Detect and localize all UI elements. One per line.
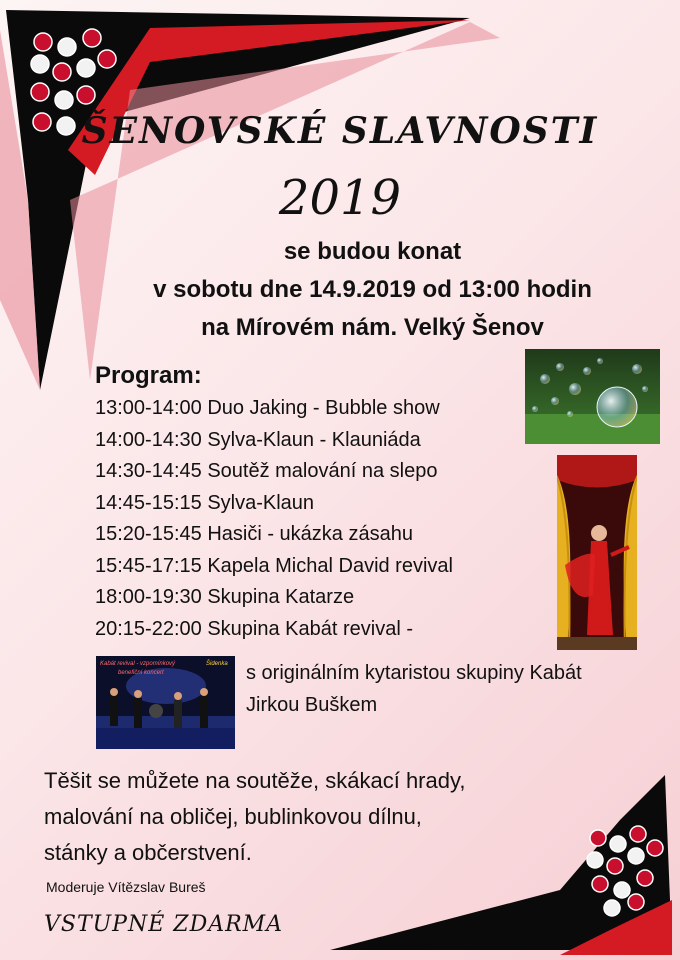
concert-photo-caption: benefiční koncert: [118, 670, 164, 676]
program-item: 20:15-22:00 Skupina Kabát revival -: [95, 617, 413, 640]
attractions-text: [44, 763, 465, 871]
attractions-line: malování na obličej, bublinkovou dílnu,: [44, 804, 422, 829]
program-heading: Program:: [95, 362, 202, 389]
info-line: se budou konat: [283, 238, 462, 265]
concert-photo-caption: Kabát revival - vzpomínkový: [100, 661, 176, 667]
program-item: 14:45-15:15 Sylva-Klaun: [95, 491, 315, 514]
attractions-line: Těšit se můžete na soutěže, skákací hrady,: [44, 768, 466, 793]
program-item: 13:00-14:00 Duo Jaking - Bubble show: [95, 397, 440, 419]
free-entry-text: VSTUPNÉ ZDARMA: [44, 912, 284, 937]
clown-image: [557, 455, 637, 650]
poster-title: ŠENOVSKÉ SLAVNOSTI: [81, 110, 599, 152]
program-extra-line: Jirkou Buškem: [246, 694, 378, 716]
program-item: 15:45-17:15 Kapela Michal David revival: [95, 554, 453, 577]
attractions-line: stánky a občerstvení.: [44, 840, 252, 865]
program-item: 14:30-14:45 Soutěž malování na slepo: [95, 460, 438, 482]
program-item: 14:00-14:30 Sylva-Klaun - Klauniáda: [95, 428, 421, 451]
concert-photo: [96, 656, 235, 749]
moderator-text: Moderuje Vítězslav Bureš: [46, 879, 206, 895]
concert-image: [96, 656, 235, 749]
clown-stage-photo: [557, 455, 637, 650]
bubbles-photo: [525, 349, 660, 444]
bubbles-image: [525, 349, 660, 444]
info-line: v sobotu dne 14.9.2019 od 13:00 hodin: [153, 276, 592, 303]
poster-year: 2019: [278, 170, 402, 226]
event-info: [0, 233, 680, 347]
concert-photo-caption: Šidenka: [206, 661, 228, 667]
program-list: [95, 393, 453, 645]
info-line: na Mírovém nám. Velký Šenov: [201, 314, 544, 341]
program-item: 15:20-15:45 Hasiči - ukázka zásahu: [95, 523, 413, 545]
program-extra-line: s originálním kytaristou skupiny Kabát: [246, 662, 582, 684]
program-item: 18:00-19:30 Skupina Katarze: [95, 586, 355, 608]
